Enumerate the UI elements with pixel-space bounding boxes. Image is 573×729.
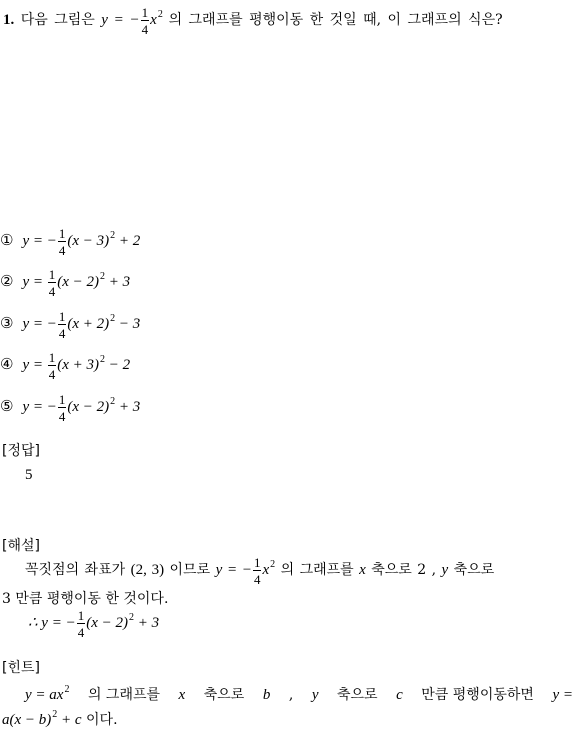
hint-eq1-exponent: 2 bbox=[64, 684, 70, 695]
answer-heading: [정답] bbox=[2, 443, 40, 459]
fraction-denominator: 4 bbox=[48, 366, 56, 382]
choice-lhs: y = − bbox=[22, 399, 57, 415]
hint-text-3: , bbox=[288, 687, 294, 703]
explanation-text-4: 축으로 2 , bbox=[371, 562, 437, 578]
choice-fraction bbox=[58, 227, 67, 257]
choice-body: (x + 2) bbox=[67, 316, 110, 332]
choice-exponent: 2 bbox=[100, 271, 106, 282]
choice-tail: + 3 bbox=[115, 399, 141, 415]
question-line bbox=[3, 2, 503, 38]
choice-equation bbox=[22, 391, 141, 424]
hint-text-5: 만큼 평행이동하면 bbox=[421, 687, 534, 703]
hint-text-6: 이다. bbox=[86, 712, 118, 728]
choice-mark: ① bbox=[0, 231, 14, 249]
choice-item[interactable] bbox=[0, 346, 130, 382]
question-number: 1. bbox=[3, 12, 15, 28]
answer-value: 5 bbox=[25, 467, 33, 483]
choice-lhs: y = − bbox=[22, 233, 57, 249]
explanation-text-3: 의 그래프를 bbox=[280, 562, 354, 578]
choice-fraction bbox=[48, 268, 57, 298]
choice-item[interactable] bbox=[0, 263, 130, 299]
question-eq-var: x bbox=[150, 12, 157, 28]
choice-lhs: y = bbox=[22, 274, 47, 290]
question-equation bbox=[101, 4, 168, 37]
fraction-denominator: 4 bbox=[58, 325, 66, 341]
choice-body: (x − 3) bbox=[67, 233, 110, 249]
fraction-denominator: 4 bbox=[77, 624, 85, 640]
result-body: (x − 2) bbox=[86, 615, 128, 631]
fraction-denominator: 4 bbox=[58, 242, 66, 258]
explanation-text-5: 축으로 bbox=[453, 562, 495, 578]
explanation-line-1 bbox=[25, 550, 494, 590]
choice-mark: ② bbox=[0, 272, 14, 290]
fraction-numerator: 1 bbox=[58, 308, 66, 324]
choice-exponent: 2 bbox=[110, 313, 116, 324]
hint-c-variable: c bbox=[396, 687, 403, 703]
hint-heading: [힌트] bbox=[2, 660, 40, 676]
choice-body: (x − 2) bbox=[57, 274, 100, 290]
hint-y-equals: y = bbox=[552, 687, 573, 703]
fraction-numerator: 1 bbox=[58, 391, 66, 407]
y-variable: y bbox=[441, 562, 449, 578]
explanation-heading: [해설] bbox=[2, 538, 40, 554]
hint-line-2 bbox=[2, 709, 118, 729]
fraction-denominator: 4 bbox=[141, 21, 149, 37]
hint-x-variable: x bbox=[178, 687, 186, 703]
choice-item[interactable] bbox=[0, 305, 140, 341]
choice-item[interactable] bbox=[0, 222, 140, 258]
result-tail: + 3 bbox=[133, 615, 160, 631]
fraction-denominator: 4 bbox=[253, 571, 261, 587]
hint-text-2: 축으로 bbox=[203, 687, 245, 703]
choice-exponent: 2 bbox=[100, 354, 106, 365]
choice-equation bbox=[22, 308, 141, 341]
choice-lhs: y = bbox=[22, 357, 47, 373]
result-fraction bbox=[77, 609, 86, 639]
result-exponent: 2 bbox=[128, 612, 134, 623]
choice-equation bbox=[22, 266, 131, 299]
choice-mark: ⑤ bbox=[0, 397, 14, 415]
fraction-denominator: 4 bbox=[58, 408, 66, 424]
explanation-text-1: 꼭짓점의 좌표가 bbox=[25, 562, 126, 578]
choice-fraction bbox=[58, 393, 67, 423]
x-variable: x bbox=[359, 562, 366, 578]
choice-tail: − 2 bbox=[105, 357, 131, 373]
explanation-eq-exponent: 2 bbox=[270, 559, 276, 570]
hint-line-1 bbox=[25, 684, 573, 704]
choice-tail: + 3 bbox=[105, 274, 131, 290]
hint-y-variable: y bbox=[311, 687, 319, 703]
choice-exponent: 2 bbox=[110, 396, 116, 407]
explanation-equation bbox=[215, 554, 276, 587]
hint-eq1 bbox=[25, 684, 70, 704]
question-eq-lhs: y = − bbox=[101, 12, 140, 28]
choice-mark: ③ bbox=[0, 314, 14, 332]
explanation-result bbox=[28, 605, 159, 641]
hint-eq2-tail: + c bbox=[57, 712, 82, 728]
question-fraction bbox=[141, 6, 150, 36]
choice-fraction bbox=[58, 310, 67, 340]
result-lhs: ∴ y = − bbox=[28, 615, 76, 631]
explanation-fraction bbox=[253, 556, 262, 586]
hint-eq2 bbox=[2, 709, 82, 728]
hint-eq2-text: a(x − b) bbox=[2, 712, 52, 728]
choice-lhs: y = − bbox=[22, 316, 57, 332]
question-eq-exponent: 2 bbox=[157, 9, 163, 20]
fraction-numerator: 1 bbox=[77, 607, 85, 623]
explanation-eq-var: x bbox=[262, 562, 270, 578]
fraction-numerator: 1 bbox=[141, 4, 149, 20]
choice-equation bbox=[22, 225, 141, 258]
fraction-numerator: 1 bbox=[253, 554, 261, 570]
choice-tail: − 3 bbox=[115, 316, 141, 332]
hint-b-variable: b bbox=[262, 687, 271, 703]
choice-fraction bbox=[48, 351, 57, 381]
fraction-numerator: 1 bbox=[48, 266, 56, 282]
hint-eq2-exponent: 2 bbox=[52, 709, 58, 720]
fraction-numerator: 1 bbox=[48, 349, 56, 365]
vertex-point: (2, 3) bbox=[130, 562, 165, 578]
explanation-eq-lhs: y = − bbox=[215, 562, 252, 578]
question-text-before: 다음 그림은 bbox=[20, 12, 95, 28]
question-text-after: 의 그래프를 평행이동 한 것일 때, 이 그래프의 식은? bbox=[168, 12, 503, 28]
explanation-line-2: 3 만큼 평행이동 한 것이다. bbox=[2, 591, 169, 607]
choice-mark: ④ bbox=[0, 355, 14, 373]
choice-body: (x + 3) bbox=[57, 357, 100, 373]
hint-text-1: 의 그래프를 bbox=[87, 687, 161, 703]
choice-body: (x − 2) bbox=[67, 399, 110, 415]
hint-eq1-text: y = ax bbox=[25, 687, 64, 703]
choice-equation bbox=[22, 349, 131, 382]
choice-item[interactable] bbox=[0, 388, 140, 424]
choice-tail: + 2 bbox=[115, 233, 141, 249]
fraction-denominator: 4 bbox=[48, 283, 56, 299]
choice-exponent: 2 bbox=[110, 230, 116, 241]
fraction-numerator: 1 bbox=[58, 225, 66, 241]
hint-text-4: 축으로 bbox=[337, 687, 378, 703]
explanation-text-2: 이므로 bbox=[169, 562, 211, 578]
